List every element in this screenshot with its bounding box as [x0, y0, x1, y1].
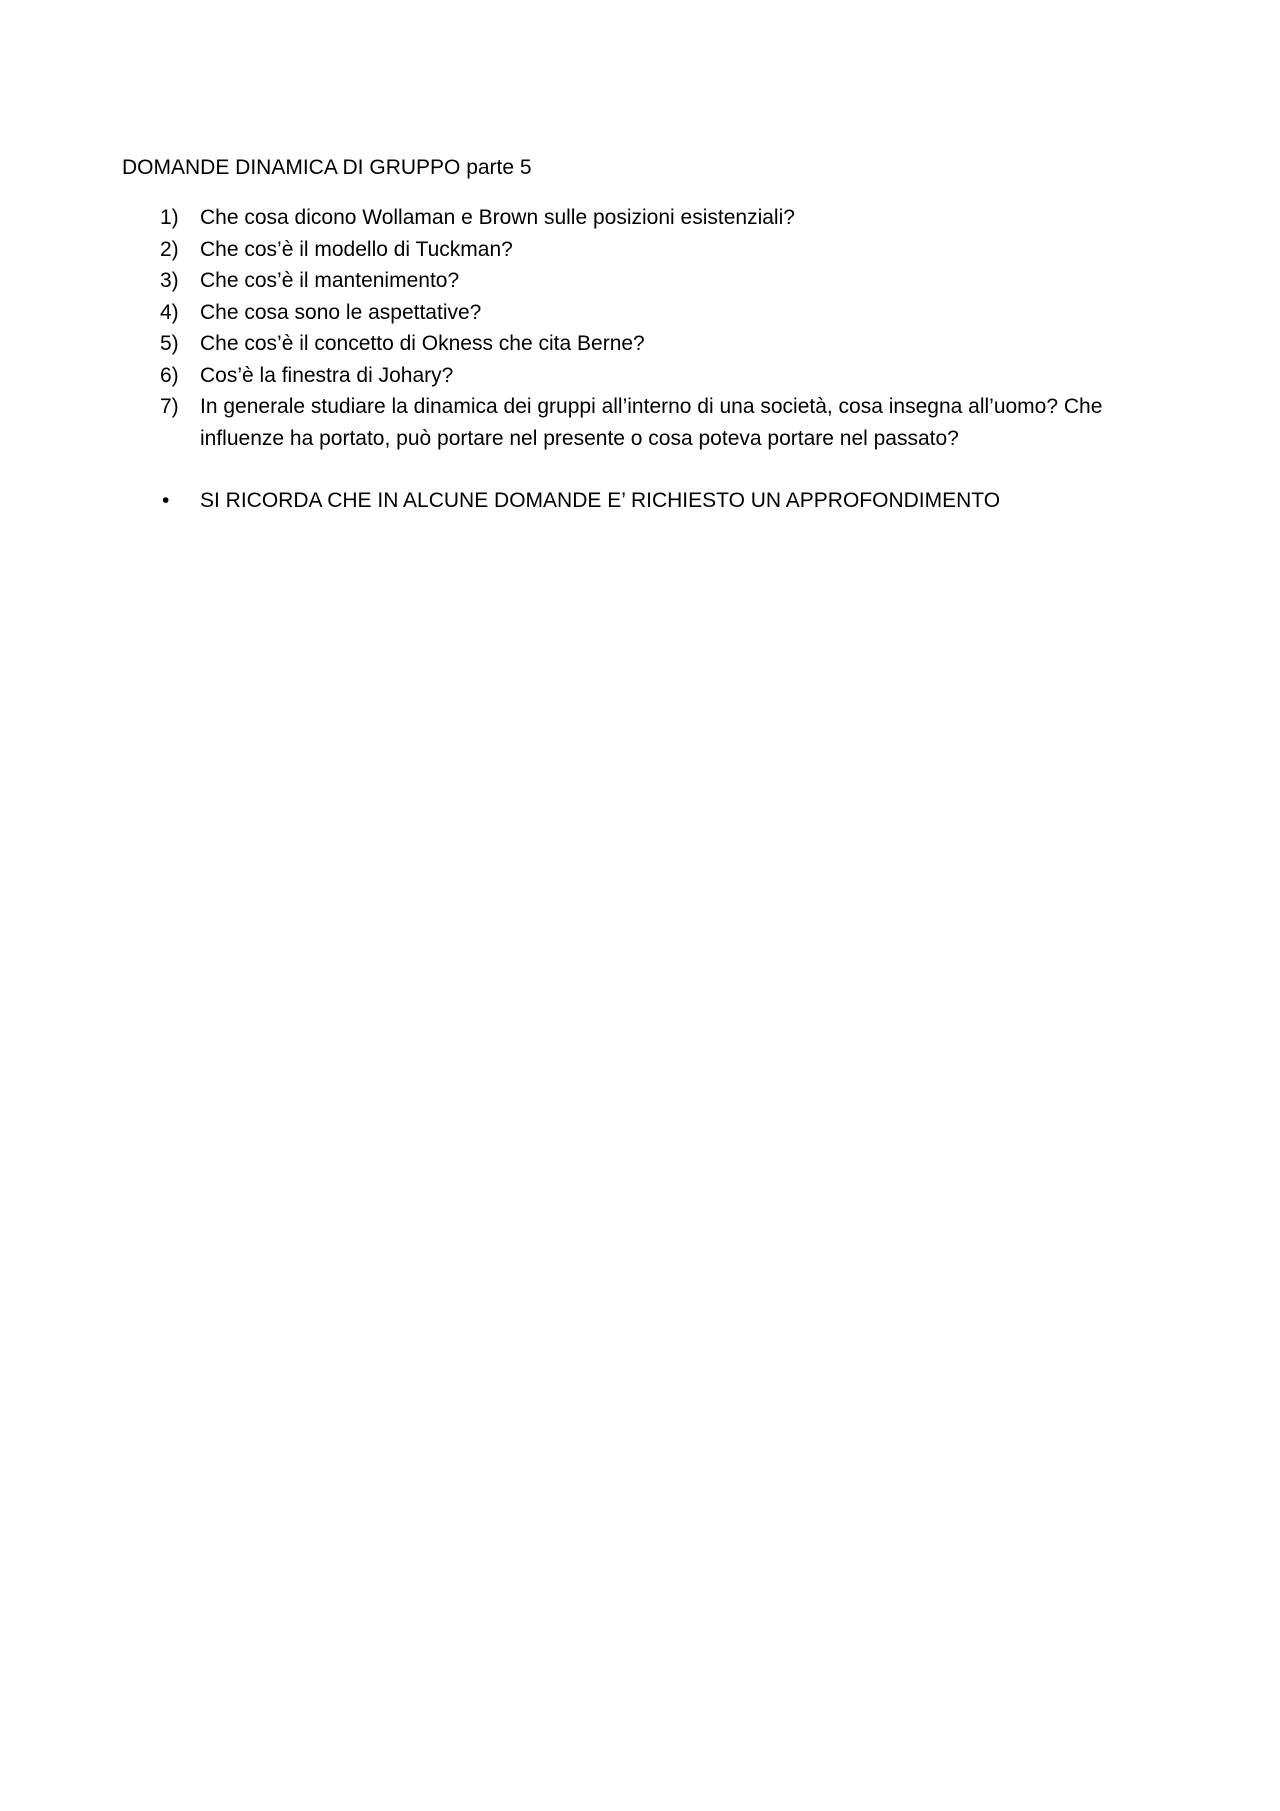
question-item	[160, 265, 1170, 297]
question-text: Che cosa sono le aspettative?	[200, 300, 482, 324]
note-text: SI RICORDA CHE IN ALCUNE DOMANDE E’ RICHIESTO UN APPROFONDIMENTO	[200, 489, 1001, 512]
question-text: Che cos’è il mantenimento?	[200, 269, 460, 292]
question-text: In generale studiare la dinamica dei gruppi all’interno di una società, cosa insegna all’uomo? Che influenze ha portato, può portare nel presente o cosa poteva portare nel passato?	[200, 395, 1103, 450]
question-item	[160, 202, 1170, 234]
bullet-icon: •	[162, 489, 170, 512]
question-item	[160, 234, 1170, 266]
question-list	[160, 202, 1170, 454]
question-text: Cos’è la finestra di Johary?	[200, 363, 454, 387]
question-number: 3)	[160, 269, 179, 292]
question-item	[160, 328, 1170, 360]
question-number: 5)	[160, 332, 179, 355]
question-number: 6)	[160, 363, 179, 387]
question-item	[160, 391, 1170, 454]
question-item	[160, 297, 1170, 329]
question-text: Che cos’è il concetto di Okness che cita Berne?	[200, 332, 645, 355]
question-number: 1)	[160, 206, 179, 229]
question-item	[160, 360, 1170, 392]
question-text: Che cosa dicono Wollaman e Brown sulle posizioni esistenziali?	[200, 206, 795, 229]
question-number: 2)	[160, 237, 179, 261]
question-number: 7)	[160, 395, 179, 418]
document-title: DOMANDE DINAMICA DI GRUPPO parte 5	[122, 156, 532, 179]
question-text: Che cos’è il modello di Tuckman?	[200, 237, 513, 261]
question-number: 4)	[160, 300, 179, 324]
note-item	[160, 485, 1000, 517]
